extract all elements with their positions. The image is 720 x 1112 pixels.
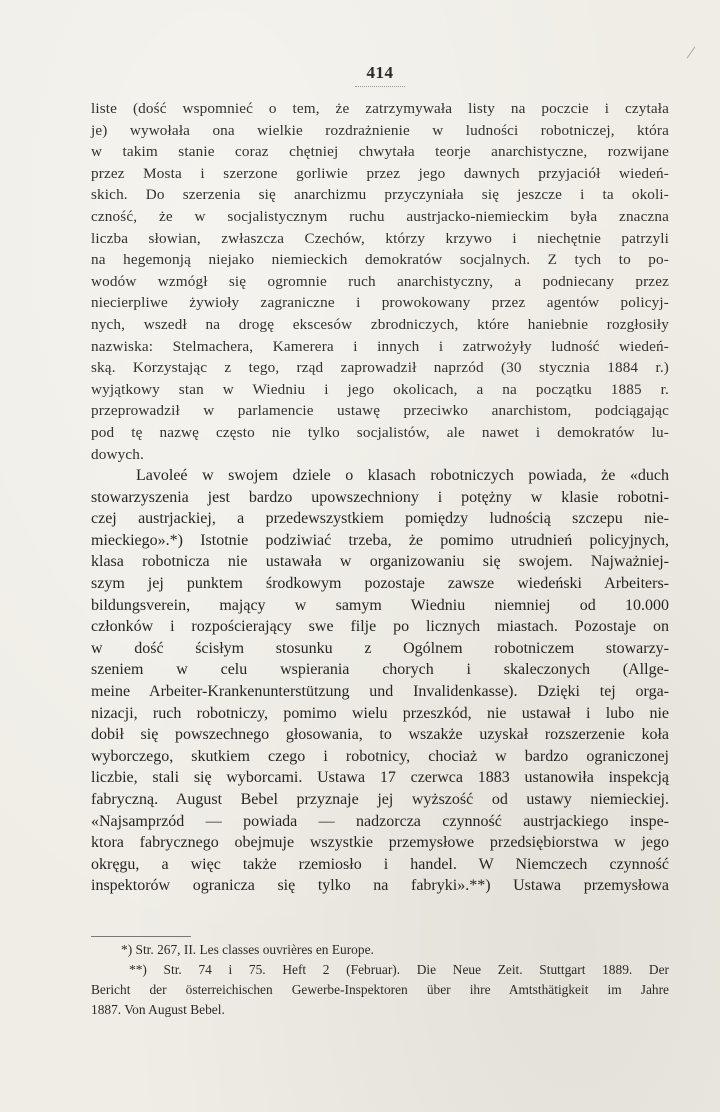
text-line: wodów wzmógł się ogromnie ruch anarchistyczny, a podniecany przez [91,272,669,290]
text-line: nizacji, ruch robotniczy, pomimo wielu przeszkód, nie ustawał i lubo nie [91,704,669,722]
text-line: niecierpliwe żywioły zagraniczne i prowokowany przez agentów policyj- [91,294,669,312]
footnote-rule [91,936,191,937]
page-number-rule [355,86,405,87]
text-line: przeprowadził w parlamencie ustawę przeciwko anarchistom, podciągając [91,402,669,420]
text-line: szeniem w celu wspierania chorych i skaleczonych (Allge- [91,661,669,679]
text-line: liczba słowian, zwłaszcza Czechów, którzy krzywo i niechętnie patrzyli [91,229,669,247]
text-line: inspektorów ogranicza się tylko na fabryki».**) Ustawa przemysłowa [91,877,669,895]
body-text [91,98,669,897]
text-line: w takim stanie coraz chętniej chwytała teorje anarchistyczne, rozwijane [91,143,669,161]
footnote-1: *) Str. 267, II. Les classes ouvrières en Europe. [121,942,374,957]
text-line: meine Arbeiter-Krankenunterstützung und Invalidenkasse). Dzięki tej orga- [91,683,669,701]
text-line: czej austrjackiej, a przedewszystkiem pomiędzy ludnością szczepu nie- [91,510,669,528]
text-line: nych, wszedł na drogę ekscesów zbrodniczych, które haniebnie rozgłosiły [91,315,669,333]
text-line: wyjątkowy stan w Wiedniu i jego okolicach, a na początku 1885 r. [91,380,669,398]
text-line: «Najsamprzód — powiada — nadzorcza czynność austrjackiego inspe- [91,812,669,830]
text-line: członków i rozpościerający swe filje po licznych miastach. Pozostaje on [91,618,669,636]
text-line: przez Mosta i szerzone gorliwie przez jego dawnych przyjaciół wiedeń- [91,164,669,182]
page-number: 414 [366,63,394,82]
text-line: je) wywołała ona wielkie rozdrażnienie w ludności robotniczej, która [91,121,669,139]
text-line: na hegemonją niejako niemieckich demokratów socjalnych. Z tych to po- [91,251,669,269]
text-line: mieckiego».*) Istotnie podziwiać trzeba, że pomimo utrudnień policyjnych, [91,531,669,549]
paragraph-1 [91,98,669,465]
text-line: w dość ścisłym stosunku z Ogólnem robotniczem stowarzy- [91,639,669,657]
paragraph-2 [91,465,669,897]
footnote-2-line: **) Str. 74 i 75. Heft 2 (Februar). Die Neue Zeit. Stuttgart 1889. Der [129,962,669,977]
text-line: pod tę nazwę często nie tylko socjalistów, ale nawet i demokratów lu- [91,423,669,441]
text-line: Lavoleé w swojem dziele o klasach robotniczych powiada, że «duch [136,467,669,485]
text-line: szym jej punktem środkowym pozostaje zawsze wiedeński Arbeiters- [91,575,669,593]
scan-speck [687,46,696,58]
text-line: wyborczego, skutkiem czego i robotnicy, chociaż w bardzo ograniczonej [91,747,669,765]
text-line: okręgu, a więc także rzemiosło i handel. W Niemczech czynność [91,855,669,873]
text-line: stowarzyszenia jest bardzo upowszechniony i potężny w klasie robotni- [91,488,669,506]
text-line: klasa robotnicza nie ustawała w organizowaniu się swojem. Najważniej- [91,553,669,571]
text-line: bildungsverein, mający w samym Wiedniu niemniej od 10.000 [91,596,669,614]
footnote-2-line: Bericht der österreichischen Gewerbe-Inspektoren über ihre Amtsthätigkeit im Jahre [91,982,669,997]
text-line: liste (dość wspomnieć o tem, że zatrzymywała listy na poczcie i czytała [91,100,669,117]
text-line: fabryczną. August Bebel przyznaje jej wyższość od ustawy niemieckiej. [91,791,669,808]
text-line: dowych. [91,445,144,463]
text-line: nazwiska: Stelmachera, Kamerera i innych i zatrwożyły ludność wiedeń- [91,337,669,355]
text-line: ską. Korzystając z tego, rząd zaprowadził naprzód (30 stycznia 1884 r.) [91,359,669,377]
text-line: czność, że w socjalistycznym ruchu austrjacko-niemieckim była znaczna [91,207,669,225]
footnote-2-line: 1887. Von August Bebel. [91,1002,225,1017]
text-line: liczbie, stali się wyborcami. Ustawa 17 czerwca 1883 ustanowiła inspekcją [91,769,669,787]
text-line: skich. Do szerzenia się anarchizmu przyczyniała się jeszcze i ta okoli- [91,186,669,204]
footnotes [91,940,669,1020]
text-line: ktora fabrycznego obejmuje wszystkie przemysłowe przedsiębiorstwa w jego [91,834,669,852]
text-line: dobił się powszechnego głosowania, to wszakże uzyskał rozszerzenie koła [91,726,669,744]
